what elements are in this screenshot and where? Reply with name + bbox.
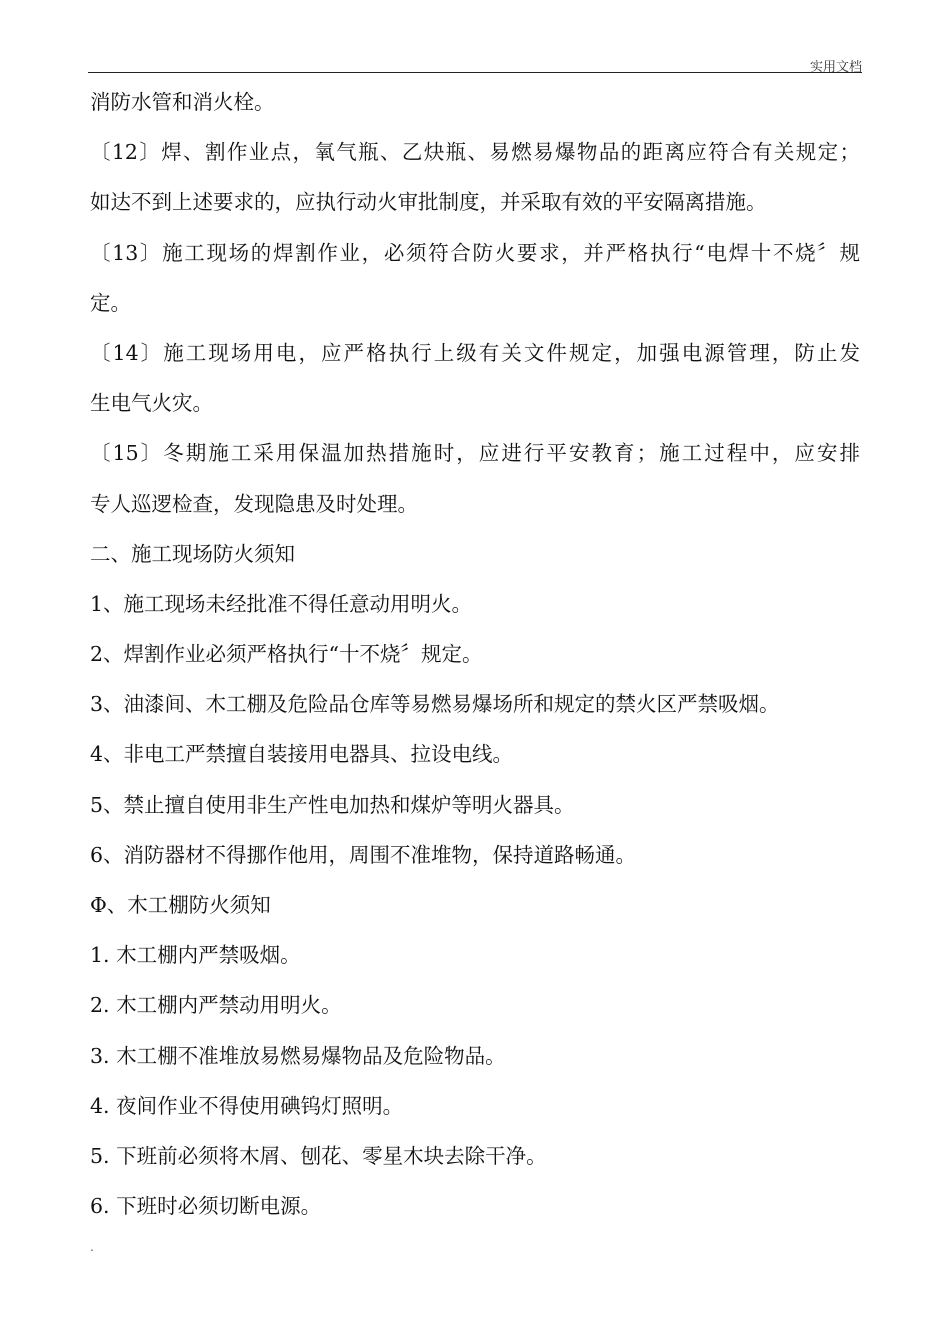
list-item: 5. 下班前必须将木屑、刨花、零星木块去除干净。 [90,1143,547,1168]
header-label: 实用文档 [809,60,862,75]
paragraph-line: 〔15〕冬期施工采用保温加热措施时，应进行平安教育；施工过程中，应安排 [90,441,860,466]
paragraph-line: 〔14〕施工现场用电，应严格执行上级有关文件规定，加强电源管理，防止发 [90,340,860,365]
list-item: 6、消防器材不得挪作他用，周围不准堆物，保持道路畅通。 [90,842,637,867]
paragraph-line: 如达不到上述要求的，应执行动火审批制度，并采取有效的平安隔离措施。 [90,190,767,215]
paragraph-line: 专人巡逻检查，发现隐患及时处理。 [90,491,418,516]
list-item: 1、施工现场未经批准不得任意动用明火。 [90,591,473,616]
section-heading: Φ、木工棚防火须知 [90,893,271,917]
paragraph-line: 〔13〕施工现场的焊割作业，必须符合防火要求，并严格执行“电焊十不烧〞规 [90,240,860,265]
paragraph-line: 定。 [90,290,131,315]
list-item: 6. 下班时必须切断电源。 [90,1194,322,1219]
paragraph-line: 消防水管和消火栓。 [90,90,275,114]
list-item: 3、油漆间、木工棚及危险品仓库等易燃易爆场所和规定的禁火区严禁吸烟。 [90,692,780,717]
list-item: 5、禁止擅自使用非生产性电加热和煤炉等明火器具。 [90,792,575,817]
footer-mark: . [90,1240,94,1254]
list-item: 3. 木工棚不准堆放易燃易爆物品及危险物品。 [90,1043,506,1068]
paragraph-line: 〔12〕焊、割作业点，氧气瓶、乙炔瓶、易燃易爆物品的距离应符合有关规定； [90,140,860,165]
document-body [90,77,860,1231]
header-divider [88,72,862,73]
list-item: 2. 木工棚内严禁动用明火。 [90,993,342,1018]
list-item: 1. 木工棚内严禁吸烟。 [90,943,301,968]
list-item: 4. 夜间作业不得使用碘钨灯照明。 [90,1093,404,1118]
list-item: 4、非电工严禁擅自装接用电器具、拉设电线。 [90,742,514,767]
list-item: 2、焊割作业必须严格执行“十不烧〞规定。 [90,642,483,667]
paragraph-line: 生电气火灾。 [90,391,213,416]
section-heading: 二、施工现场防火须知 [90,541,295,566]
